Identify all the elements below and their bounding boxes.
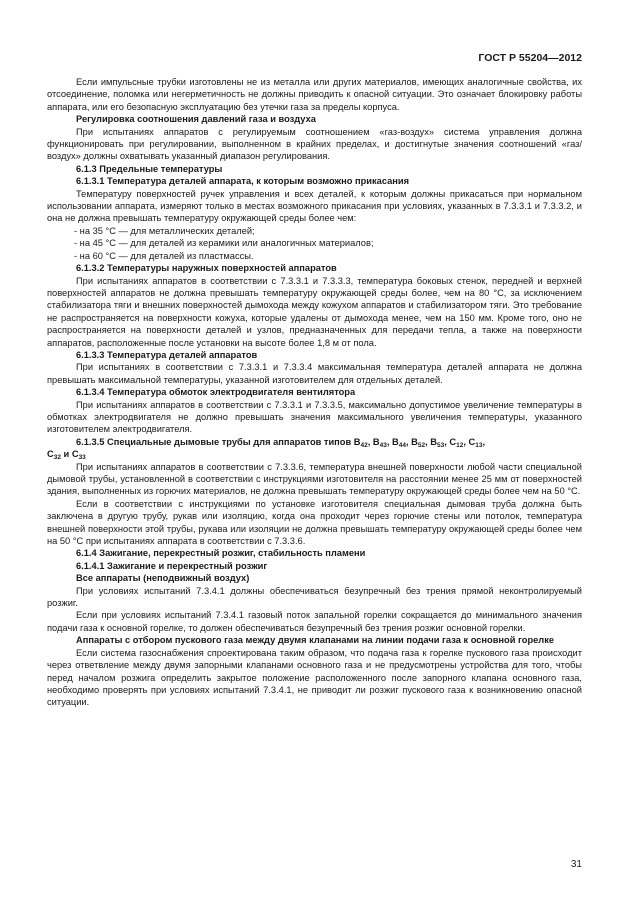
heading-text: 6.1.3.5 Специальные дымовые трубы для аппаратов типов В [76, 436, 361, 447]
section-heading: 6.1.4.1 Зажигание и перекрестный розжиг [76, 560, 268, 571]
type-subscript: 32 [53, 454, 61, 462]
list-item: - на 45 °С — для деталей из керамики или аналогичных материалов; [74, 238, 374, 249]
type-subscript: 42 [360, 441, 368, 449]
subheading: Аппараты с отбором пускового газа между двумя клапанами на линии подачи газа к основной горелке [76, 635, 555, 646]
type-subscript: 12 [456, 441, 464, 449]
type-subscript: 33 [78, 454, 86, 462]
document-id: ГОСТ Р 55204—2012 [478, 52, 582, 64]
paragraph: При испытаниях в соответствии с 7.3.3.1 и 7.3.3.4 максимальная температура деталей аппарата не должна превышать максимальной температуры, указанной изготовителем для отдельных деталей. [47, 362, 582, 385]
paragraph: При испытаниях аппаратов в соответствии с 7.3.3.1 и 7.3.3.5, максимально допустимое увеличение температуры в обмотках электродвигателя не должно превышать значения максимального увеличения температуры, указанного изготовителем электродвигателя. [47, 399, 582, 435]
type-subscript: 44 [398, 441, 406, 449]
type-subscript: 52 [417, 441, 426, 449]
section-heading: 6.1.3.1 Температура деталей аппарата, к которым возможно прикасания [76, 176, 410, 187]
section-heading-6135: 6.1.3.5 Специальные дымовые трубы для аппаратов типов $В_{42}$, $В_{43}$, $В_{44}$, $В_{52}$, $В_{53}$, $С_{12}$, $С_{13}$, $С_{32}$ и $С_{33}$ [47, 436, 486, 462]
section-heading: 6.1.3.2 Температуры наружных поверхностей аппаратов [76, 263, 337, 274]
type-subscript: 53 [437, 441, 445, 449]
paragraph: Если в соответствии с инструкциями по установке изготовителя специальная дымовая труба должна быть заключена в другую трубу, рукав или изоляцию, когда она проходит через горючие стены или потолок, температура внешней поверхности этой трубы, рукава или изоляции не должна превышать температуру окружающей среды более чем на 50 °С при испытаниях аппарата в соответствии с 7.3.3.6. [47, 498, 582, 547]
paragraph: При испытаниях аппаратов в соответствии с 7.3.3.1 и 7.3.3.3, температура боковых стенок, передней и верхней поверхностей аппаратов не должна превышать температуру окружающей среды более, чем на 80 °С, за исключением стабилизатора тяги и внешних поверхностей дымохода между кожухом аппаратов и стабилизатором тяги. Это требование не распространяется на поверхности кожуха, которые удалены от дымохода менее, чем на 150 мм. Кроме того, оно не распространяется на поверхности деталей и узлов, предназначенных для передачи тепла, а также на поверхности аппаратов, расположенные после установки на высоте более 1,8 м от пола. [47, 275, 582, 348]
paragraph: При испытаниях аппаратов с регулируемым соотношением «газ-воздух» система управления должна функционировать при регулировании, выполненном в крайних пределах, и достигнутые значения соотношений «газ/воздух» должны охватывать указанный диапазон регулирования. [47, 126, 582, 162]
section-heading: 6.1.3 Предельные температуры [76, 163, 223, 174]
paragraph: Если система газоснабжения спроектирована таким образом, что подача газа к горелке пускового газа происходит через ответвление между двумя запорными клапанами основного газа и не предусмотрены устройства для того, чтобы перед началом розжига определить закрытое положение расположенного после запорного клапана основного газа, необходимо проверять при условиях испытаний 7.3.4.1, не приводит ли розжиг пускового газа к возникновению опасной ситуации. [47, 647, 582, 708]
section-heading: 6.1.3.4 Температура обмоток электродвигателя вентилятора [76, 387, 356, 398]
subheading: Все аппараты (неподвижный воздух) [76, 573, 250, 584]
section-heading: 6.1.4 Зажигание, перекрестный розжиг, стабильность пламени [76, 548, 366, 559]
page-body [47, 76, 582, 709]
paragraph: При условиях испытаний 7.3.4.1 должны обеспечиваться безупречный без трения прямой неконтролируемый розжиг. [47, 585, 582, 609]
list-item: - на 60 °С — для деталей из пластмассы. [74, 250, 254, 261]
list-item: - на 35 °С — для металлических деталей; [74, 225, 255, 236]
page-number: 31 [570, 859, 582, 870]
type-subscript: 43 [379, 441, 387, 449]
type-subscript: 13 [475, 441, 483, 449]
paragraph: Если импульсные трубки изготовлены не из металла или других материалов, имеющих аналогичные свойства, их отсоединение, поломка или негерметичность не должны приводить к опасной ситуации. Это означает блокировку работы аппарата, или его безопасную эксплуатацию без утечки газа за пределы корпуса. [47, 77, 582, 112]
section-heading: 6.1.3.3 Температура деталей аппаратов [76, 349, 258, 360]
paragraph: Если при условиях испытаний 7.3.4.1 газовый поток запальной горелки сокращается до минимального значения подачи газа к основной горелке, то должен обеспечиваться безупречный без трения розжиг основной горелки. [47, 610, 582, 633]
paragraph: Температуру поверхностей ручек управления и всех деталей, к которым должны прикасаться при нормальном использовании аппарата, измеряют только в местах возможного прикасания при условиях, указанных в 7.3.3.1 и 7.3.3.2, и она не должна превышать температуру окружающей среды более чем: [47, 188, 582, 224]
paragraph: При испытаниях аппаратов в соответствии с 7.3.3.6, температура внешней поверхности любой части специальной дымовой трубы, установленной в соответствии с инструкциями изготовителя на расстоянии менее 25 мм от поверхностей здания, выполненных из горючих материалов, не должна превышать температуру окружающей среды более чем на 50 °С. [47, 461, 582, 497]
subheading: Регулировка соотношения давлений газа и воздуха [76, 114, 316, 125]
